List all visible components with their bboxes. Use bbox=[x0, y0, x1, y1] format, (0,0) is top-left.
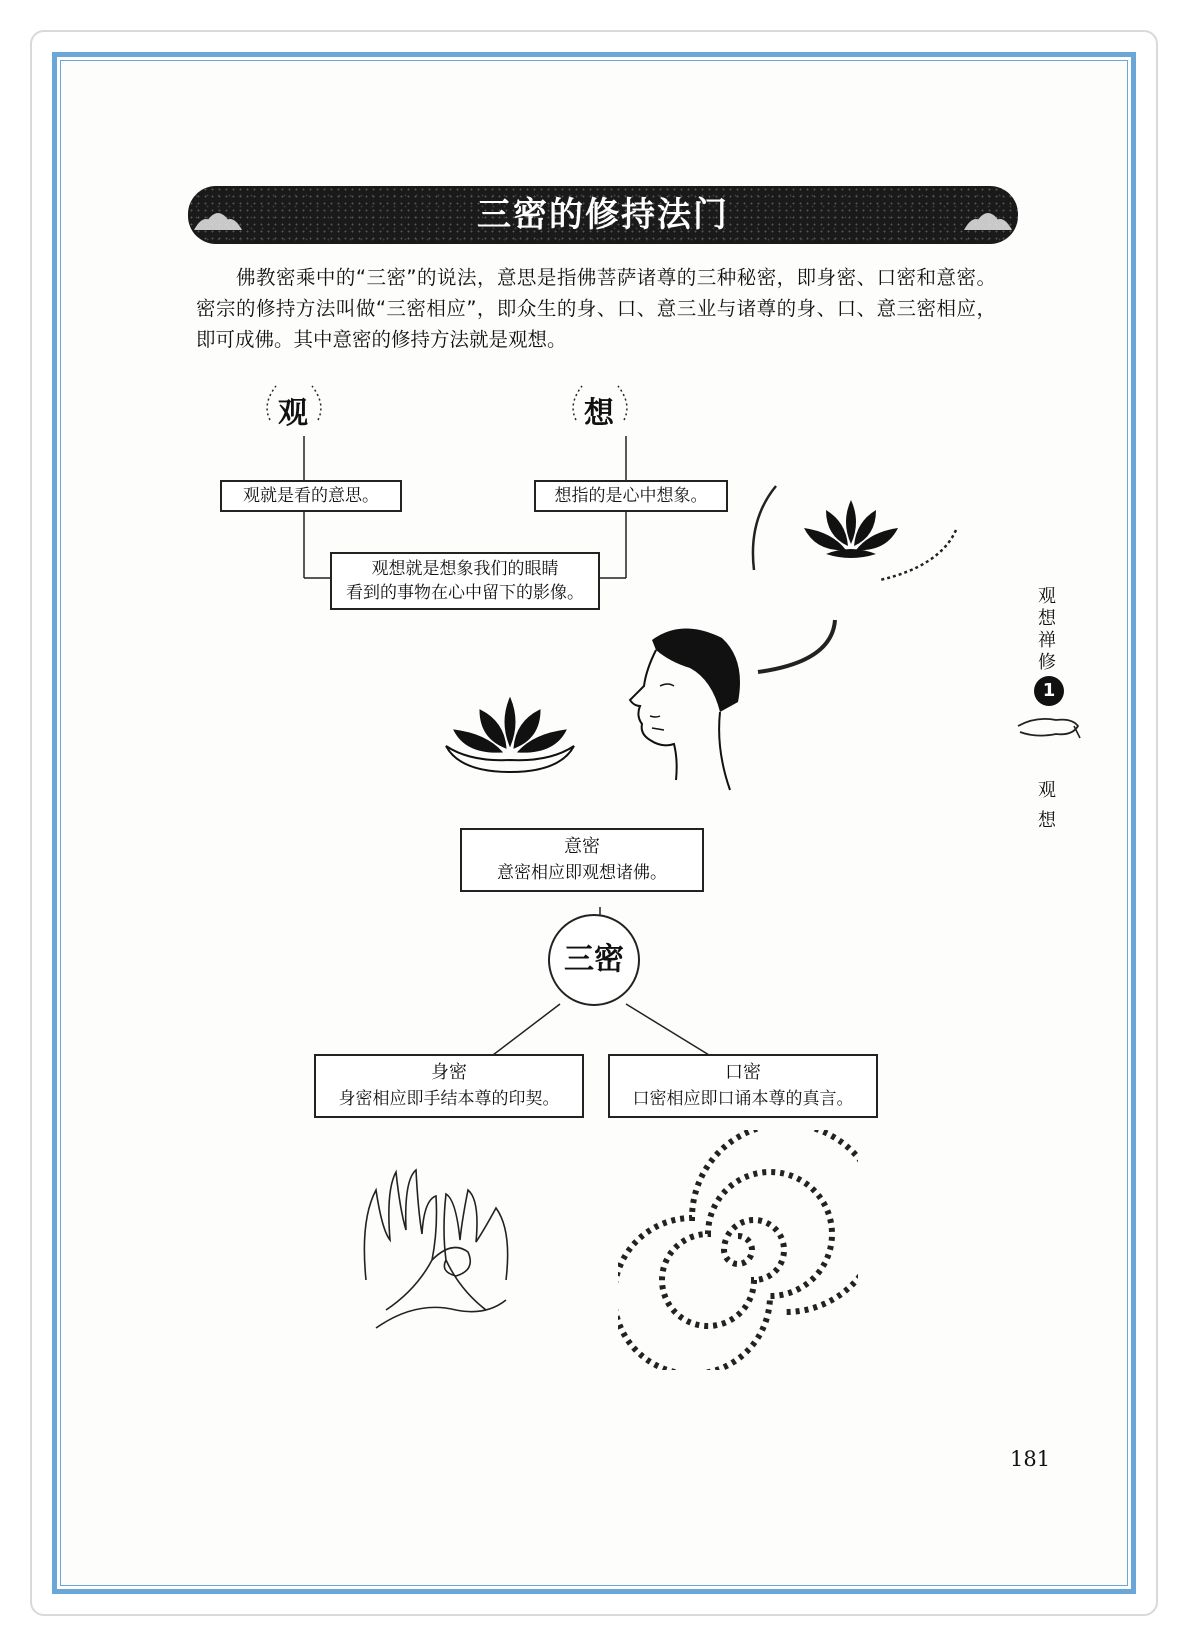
box-shenmi bbox=[314, 1054, 584, 1118]
shenmi-text: 身密相应即手结本尊的印契。 bbox=[338, 1089, 560, 1109]
sidebar-section-text: 观想禅修 bbox=[1038, 586, 1056, 673]
box-guan-meaning: 观就是看的意思。 bbox=[220, 480, 402, 512]
sidebar-topic-label bbox=[1032, 776, 1062, 836]
lotus-flower-thought-icon bbox=[796, 492, 906, 564]
sanmi-center-circle: 三密 bbox=[548, 914, 640, 1006]
lotus-flower-illustration bbox=[440, 690, 580, 780]
char-xiang: 想 bbox=[584, 396, 614, 431]
page-number: 181 bbox=[1010, 1447, 1051, 1471]
koumi-text: 口密相应即口诵本尊的真言。 bbox=[632, 1089, 854, 1109]
definition-line-2: 看到的事物在心中留下的影像。 bbox=[346, 583, 584, 603]
box-guanxiang-definition bbox=[330, 552, 600, 610]
char-guan: 观 bbox=[278, 396, 308, 431]
chapter-number-badge: 1 bbox=[1034, 676, 1064, 706]
mudra-hands-illustration bbox=[356, 1160, 516, 1330]
box-xiang-meaning: 想指的是心中想象。 bbox=[534, 480, 728, 512]
shenmi-title: 身密 bbox=[431, 1062, 467, 1083]
box-koumi bbox=[608, 1054, 878, 1118]
intro-paragraph: 佛教密乘中的“三密”的说法，意思是指佛菩萨诸尊的三种秘密，即身密、口密和意密。密宗的修持方法叫做“三密相应”，即众生的身、口、意三业与诸尊的身、口、意三密相应，即可成佛。其中意密的修持方法就是观想。 bbox=[196, 266, 996, 351]
koumi-title: 口密 bbox=[725, 1062, 761, 1083]
meditator-head-illustration bbox=[612, 620, 747, 806]
box-yimi bbox=[460, 828, 704, 892]
definition-line-1: 观想就是想象我们的眼睛 bbox=[371, 559, 559, 579]
sidebar-topic-text: 观想 bbox=[1038, 780, 1056, 831]
yimi-title: 意密 bbox=[564, 836, 600, 857]
yimi-text: 意密相应即观想诸佛。 bbox=[497, 863, 667, 883]
mantra-spiral-illustration bbox=[618, 1130, 858, 1370]
thought-arc bbox=[753, 486, 776, 570]
page-title: 三密的修持法门 bbox=[477, 195, 729, 235]
sidebar-section-label bbox=[1032, 586, 1062, 674]
hand-icon bbox=[1016, 712, 1082, 742]
